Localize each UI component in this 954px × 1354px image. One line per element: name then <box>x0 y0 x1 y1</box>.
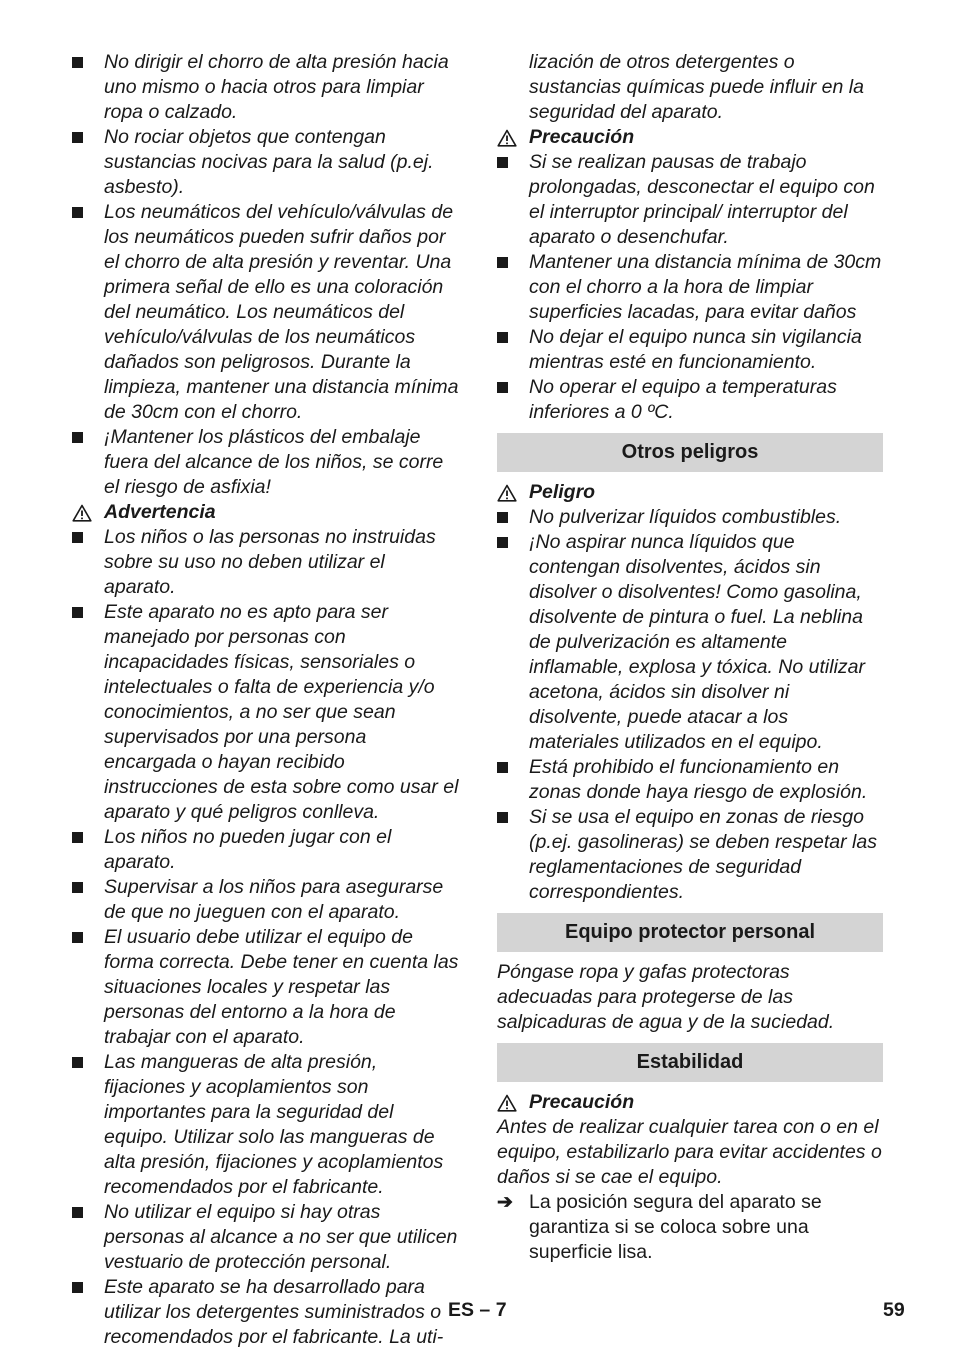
right-column <box>497 50 883 1265</box>
bullet-text: Los neumáticos del vehículo/válvulas de los neumáticos pueden sufrir daños por el chorro de alta presión y reventar. Una primera señal de ello es una coloración del neumático. Los neumáticos del vehículo/válvulas de los neumáticos dañados son peligrosos. Durante la limpieza, mantener una distancia mínima de 30cm con el chorro. <box>104 201 459 423</box>
bullet-text: Supervisar a los niños para asegurarse de que no jueguen con el aparato. <box>104 876 444 923</box>
square-bullet-icon <box>497 257 508 268</box>
square-bullet-icon <box>72 532 83 543</box>
bullet-item <box>497 530 883 755</box>
arrow-right-icon: ➔ <box>497 1192 513 1213</box>
body-paragraph: Póngase ropa y gafas protectoras adecuadas para protegerse de las salpicaduras de agua y de la suciedad. <box>497 961 835 1033</box>
square-bullet-icon <box>72 1207 83 1218</box>
warning-text: Peligro <box>529 481 596 503</box>
footer-label: ES – 7 <box>448 1299 507 1321</box>
square-bullet-icon <box>497 157 508 168</box>
square-bullet-icon <box>497 332 508 343</box>
bullet-text: Las mangueras de alta presión, fijaciones y acoplamientos son importantes para la seguridad del equipo. Utilizar solo las mangueras de alta presión, fijaciones y acoplamientos recomendados por el fabricante. <box>104 1051 444 1198</box>
bullet-text: Mantener una distancia mínima de 30cm con el chorro a la hora de limpiar superficies lacadas, para evitar daños <box>529 251 882 323</box>
bullet-text: ¡Mantener los plásticos del embalaje fuera del alcance de los niños, se corre el riesgo de asfixia! <box>104 426 444 498</box>
result-item <box>497 1190 883 1265</box>
bullet-text: No dejar el equipo nunca sin vigilancia mientras esté en funcionamiento. <box>529 326 862 373</box>
square-bullet-icon <box>72 1057 83 1068</box>
square-bullet-icon <box>72 932 83 943</box>
page-number: 59 <box>883 1299 905 1321</box>
square-bullet-icon <box>72 832 83 843</box>
bullet-item <box>72 525 460 600</box>
bullet-text: Si se usa el equipo en zonas de riesgo (p.ej. gasolineras) se deben respetar las reglamentaciones de seguridad correspondientes. <box>529 806 877 903</box>
bullet-text: No utilizar el equipo si hay otras personas al alcance a no ser que utilicen vestuario de protección personal. <box>104 1201 458 1273</box>
bullet-item <box>497 375 883 425</box>
square-bullet-icon <box>497 812 508 823</box>
bullet-item <box>72 125 460 200</box>
bullet-item <box>497 325 883 375</box>
square-bullet-icon <box>497 512 508 523</box>
bullet-item <box>497 805 883 905</box>
bullet-text: No rociar objetos que contengan sustancias nocivas para la salud (p.ej. asbesto). <box>104 126 434 198</box>
bullet-text: No operar el equipo a temperaturas inferiores a 0 ºC. <box>529 376 837 423</box>
bullet-item <box>72 1050 460 1200</box>
square-bullet-icon <box>72 57 83 68</box>
bullet-text: Este aparato se ha desarrollado para utilizar los detergentes suministrados o recomendados por el fabricante. La uti- <box>104 1276 444 1348</box>
section-heading: Otros peligros <box>497 433 883 472</box>
square-bullet-icon <box>72 882 83 893</box>
bullet-item <box>72 200 460 425</box>
square-bullet-icon <box>72 432 83 443</box>
bullet-item <box>72 1200 460 1275</box>
bullet-item <box>72 600 460 825</box>
warning-triangle-icon <box>72 504 92 522</box>
bullet-text: El usuario debe utilizar el equipo de forma correcta. Debe tener en cuenta las situaciones locales y respetar las personas del entorno a la hora de trabajar con el aparato. <box>104 926 459 1048</box>
square-bullet-icon <box>497 382 508 393</box>
bullet-text: Los niños o las personas no instruidas sobre su uso no deben utilizar el aparato. <box>104 526 436 598</box>
bullet-text: No pulverizar líquidos combustibles. <box>529 506 842 528</box>
bullet-item <box>72 50 460 125</box>
bullet-text: ¡No aspirar nunca líquidos que contengan disolventes, ácidos sin disolver o disolventes! Como gasolina, disolvente de pintura o fuel. La neblina de pulverización es altamente inflamable, explosa y tóxica. No utilizar acetona, ácidos sin disolver ni disolvente, puede atacar a los materiales utilizados en el equipo. <box>529 531 865 753</box>
bullet-text: Los niños no pueden jugar con el aparato. <box>104 826 392 873</box>
warning-label <box>72 500 460 525</box>
bullet-item <box>497 505 883 530</box>
square-bullet-icon <box>72 1282 83 1293</box>
body-paragraph: Antes de realizar cualquier tarea con o en el equipo, estabilizarlo para evitar accidentes o daños si se cae el equipo. <box>497 1116 882 1188</box>
section-heading: Estabilidad <box>497 1043 883 1082</box>
warning-text: Precaución <box>529 126 635 148</box>
square-bullet-icon <box>72 132 83 143</box>
bullet-item <box>497 250 883 325</box>
bullet-item <box>72 425 460 500</box>
square-bullet-icon <box>72 207 83 218</box>
bullet-text: No dirigir el chorro de alta presión hacia uno mismo o hacia otros para limpiar ropa o calzado. <box>104 51 449 123</box>
square-bullet-icon <box>72 607 83 618</box>
warning-triangle-icon <box>497 129 517 147</box>
square-bullet-icon <box>497 762 508 773</box>
warning-label <box>497 480 883 505</box>
warning-triangle-icon <box>497 484 517 502</box>
warning-text: Precaución <box>529 1091 635 1113</box>
bullet-text: Si se realizan pausas de trabajo prolongadas, desconectar el equipo con el interruptor principal/ interruptor del aparato o desenchufar. <box>529 151 875 248</box>
bullet-item <box>72 875 460 925</box>
warning-text: Advertencia <box>104 501 216 523</box>
left-column <box>72 50 460 1350</box>
bullet-item <box>72 1275 460 1350</box>
bullet-item <box>497 150 883 250</box>
warning-label <box>497 1090 883 1115</box>
warning-triangle-icon <box>497 1094 517 1112</box>
bullet-item <box>72 925 460 1050</box>
warning-label <box>497 125 883 150</box>
bullet-text: Este aparato no es apto para ser manejado por personas con incapacidades físicas, sensoriales o intelectuales o falta de experiencia y/o conocimientos, a no ser que sean supervisados por una persona encargada o hayan recibido instrucciones de esta sobre como usar el aparato y qué peligros conlleva. <box>104 601 459 823</box>
result-text: La posición segura del aparato se garantiza si se coloca sobre una superficie lisa. <box>529 1191 822 1263</box>
bullet-text: Está prohibido el funcionamiento en zonas donde haya riesgo de explosión. <box>529 756 868 803</box>
continuation-text: lización de otros detergentes o sustancias químicas puede influir en la seguridad del aparato. <box>529 51 864 123</box>
bullet-item <box>72 825 460 875</box>
section-heading: Equipo protector personal <box>497 913 883 952</box>
bullet-item <box>497 755 883 805</box>
square-bullet-icon <box>497 537 508 548</box>
